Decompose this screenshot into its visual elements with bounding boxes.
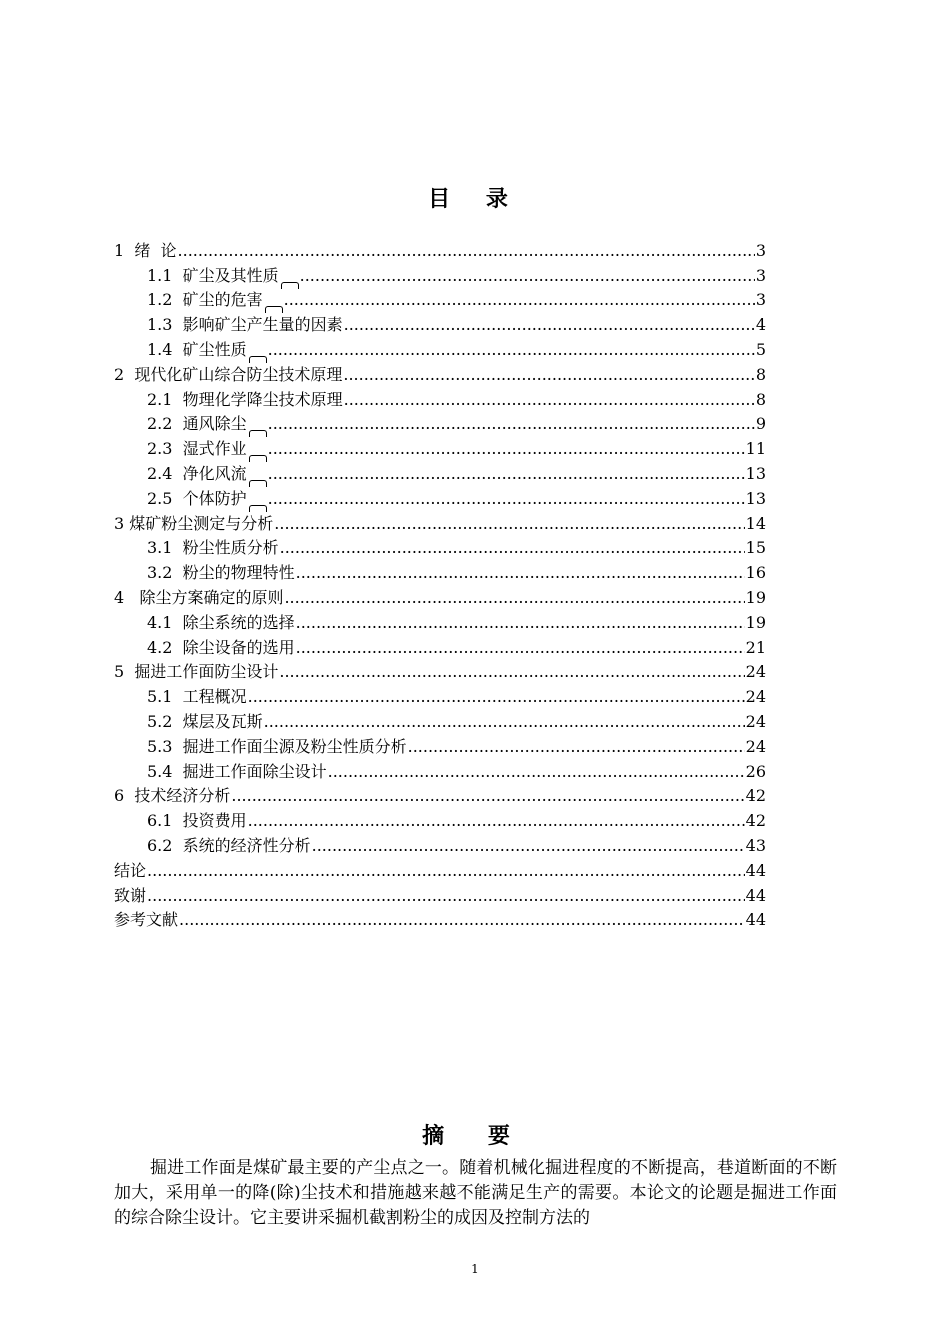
toc-entry-page: 24 bbox=[745, 662, 766, 682]
toc-entry-page: 13 bbox=[745, 463, 766, 483]
toc-entry-page: 21 bbox=[745, 637, 766, 657]
toc-entry[interactable] bbox=[114, 583, 766, 608]
toc-entry[interactable] bbox=[114, 286, 766, 311]
toc-entry-page: 42 bbox=[745, 811, 766, 831]
toc-leader-dots bbox=[284, 290, 755, 310]
toc-leader-dots bbox=[248, 687, 745, 707]
toc-entry-label: 1.2 矿尘的危害 bbox=[147, 290, 263, 310]
toc-entry-label: 2.1 物理化学降尘技术原理 bbox=[147, 389, 343, 409]
toc-leader-dots bbox=[296, 563, 745, 583]
toc-entry-page: 11 bbox=[745, 439, 766, 459]
page-number: 1 bbox=[471, 1262, 479, 1276]
toc-entry-page: 13 bbox=[745, 488, 766, 508]
toc-entry-page: 8 bbox=[755, 364, 766, 384]
toc-entry[interactable] bbox=[114, 310, 766, 335]
toc-entry-label: 2.5 个体防护 bbox=[147, 488, 247, 508]
toc-entry-page: 44 bbox=[745, 885, 766, 905]
bracket-mark-icon bbox=[249, 455, 267, 462]
toc-leader-dots bbox=[344, 390, 755, 410]
toc-leader-dots bbox=[268, 439, 745, 459]
toc-entry-label: 6.2 系统的经济性分析 bbox=[147, 835, 311, 855]
toc-entry-page: 9 bbox=[755, 414, 766, 434]
toc-entry-page: 14 bbox=[745, 513, 766, 533]
abstract-paragraph: 掘进工作面是煤矿最主要的产尘点之一。随着机械化掘进程度的不断提高，巷道断面的不断加大，采用单一的降(除)尘技术和措施越来越不能满足生产的需要。本论文的论题是掘进工作面的综合除尘设计。它主要讲采掘机截割粉尘的成因及控制方法的 bbox=[114, 1158, 837, 1228]
toc-entry-label: 参考文献 bbox=[114, 910, 179, 930]
toc-leader-dots bbox=[147, 886, 745, 906]
bracket-mark-icon bbox=[281, 282, 299, 289]
toc-entry-label: 结论 bbox=[114, 860, 147, 880]
toc-entry-label: 4.2 除尘设备的选用 bbox=[147, 637, 295, 657]
toc-entry[interactable] bbox=[114, 534, 766, 559]
toc-entry[interactable] bbox=[114, 385, 766, 410]
toc-entry-page: 19 bbox=[745, 587, 766, 607]
toc-entry-label: 2.2 通风除尘 bbox=[147, 414, 247, 434]
toc-entry[interactable] bbox=[114, 806, 766, 831]
toc-entry[interactable] bbox=[114, 757, 766, 782]
toc-entry[interactable] bbox=[114, 831, 766, 856]
toc-entry-page: 44 bbox=[745, 910, 766, 930]
toc-entry[interactable] bbox=[114, 732, 766, 757]
bracket-mark-icon bbox=[249, 505, 267, 512]
table-of-contents bbox=[114, 236, 766, 930]
toc-entry[interactable] bbox=[114, 236, 766, 261]
toc-entry-label: 1.4 矿尘性质 bbox=[147, 339, 247, 359]
toc-entry-label: 1 绪 论 bbox=[114, 240, 177, 260]
toc-entry-page: 16 bbox=[745, 563, 766, 583]
toc-entry-page: 43 bbox=[745, 835, 766, 855]
toc-leader-dots bbox=[296, 613, 745, 633]
toc-entry[interactable] bbox=[114, 682, 766, 707]
toc-entry[interactable] bbox=[114, 608, 766, 633]
toc-entry-page: 44 bbox=[745, 860, 766, 880]
toc-leader-dots bbox=[231, 786, 744, 806]
toc-entry-label: 2.3 湿式作业 bbox=[147, 439, 247, 459]
toc-entry[interactable] bbox=[114, 509, 766, 534]
toc-leader-dots bbox=[284, 588, 744, 608]
toc-entry[interactable] bbox=[114, 906, 766, 931]
toc-entry[interactable] bbox=[114, 881, 766, 906]
toc-entry-label: 5 掘进工作面防尘设计 bbox=[114, 662, 279, 682]
toc-leader-dots bbox=[268, 464, 745, 484]
toc-entry-label: 5.3 掘进工作面尘源及粉尘性质分析 bbox=[147, 736, 407, 756]
toc-leader-dots bbox=[344, 315, 755, 335]
toc-title: 目 录 bbox=[428, 186, 522, 212]
toc-entry[interactable] bbox=[114, 360, 766, 385]
toc-leader-dots bbox=[296, 638, 745, 658]
toc-entry-label: 2 现代化矿山综合防尘技术原理 bbox=[114, 364, 343, 384]
toc-entry-label: 4 除尘方案确定的原则 bbox=[114, 587, 284, 607]
bracket-mark-icon bbox=[249, 356, 267, 363]
bracket-mark-icon bbox=[265, 306, 283, 313]
toc-entry[interactable] bbox=[114, 633, 766, 658]
toc-entry-page: 5 bbox=[755, 339, 766, 359]
toc-leader-dots bbox=[268, 414, 755, 434]
toc-entry-page: 24 bbox=[745, 711, 766, 731]
bracket-mark-icon bbox=[249, 480, 267, 487]
toc-leader-dots bbox=[408, 737, 745, 757]
toc-entry[interactable] bbox=[114, 856, 766, 881]
bracket-mark-icon bbox=[249, 430, 267, 437]
toc-entry-page: 42 bbox=[745, 786, 766, 806]
toc-entry[interactable] bbox=[114, 707, 766, 732]
toc-leader-dots bbox=[268, 489, 745, 509]
toc-leader-dots bbox=[268, 340, 755, 360]
toc-entry-label: 1.1 矿尘及其性质 bbox=[147, 265, 279, 285]
toc-leader-dots bbox=[300, 266, 755, 286]
toc-entry-label: 6 技术经济分析 bbox=[114, 786, 231, 806]
toc-entry-page: 8 bbox=[755, 389, 766, 409]
toc-entry-label: 3.2 粉尘的物理特性 bbox=[147, 563, 295, 583]
toc-leader-dots bbox=[279, 662, 744, 682]
toc-entry-page: 26 bbox=[745, 761, 766, 781]
toc-leader-dots bbox=[147, 861, 745, 881]
toc-entry[interactable] bbox=[114, 782, 766, 807]
toc-leader-dots bbox=[274, 514, 744, 534]
toc-entry[interactable] bbox=[114, 658, 766, 683]
toc-entry-page: 3 bbox=[755, 290, 766, 310]
abstract-title: 摘 要 bbox=[422, 1123, 528, 1149]
toc-entry[interactable] bbox=[114, 459, 766, 484]
toc-leader-dots bbox=[328, 762, 745, 782]
toc-leader-dots bbox=[264, 712, 745, 732]
toc-entry-label: 4.1 除尘系统的选择 bbox=[147, 612, 295, 632]
toc-leader-dots bbox=[248, 811, 745, 831]
toc-leader-dots bbox=[178, 241, 755, 261]
toc-entry[interactable] bbox=[114, 410, 766, 435]
toc-entry-page: 15 bbox=[745, 538, 766, 558]
toc-entry[interactable] bbox=[114, 261, 766, 286]
toc-entry-label: 3.1 粉尘性质分析 bbox=[147, 538, 279, 558]
toc-entry[interactable] bbox=[114, 434, 766, 459]
toc-entry-page: 24 bbox=[745, 736, 766, 756]
toc-entry-page: 3 bbox=[755, 240, 766, 260]
toc-entry-label: 6.1 投资费用 bbox=[147, 811, 247, 831]
toc-entry-label: 致谢 bbox=[114, 885, 147, 905]
toc-leader-dots bbox=[312, 836, 745, 856]
toc-entry[interactable] bbox=[114, 558, 766, 583]
toc-entry-page: 3 bbox=[755, 265, 766, 285]
toc-entry-label: 5.4 掘进工作面除尘设计 bbox=[147, 761, 327, 781]
toc-entry-label: 5.2 煤层及瓦斯 bbox=[147, 711, 263, 731]
toc-entry-page: 24 bbox=[745, 687, 766, 707]
toc-entry-page: 19 bbox=[745, 612, 766, 632]
toc-entry[interactable] bbox=[114, 484, 766, 509]
toc-entry-page: 4 bbox=[755, 315, 766, 335]
toc-entry-label: 3 煤矿粉尘测定与分析 bbox=[114, 513, 274, 533]
toc-entry-label: 2.4 净化风流 bbox=[147, 463, 247, 483]
toc-entry-label: 5.1 工程概况 bbox=[147, 687, 247, 707]
toc-leader-dots bbox=[179, 910, 745, 930]
toc-leader-dots bbox=[280, 538, 745, 558]
toc-entry[interactable] bbox=[114, 335, 766, 360]
toc-entry-label: 1.3 影响矿尘产生量的因素 bbox=[147, 315, 343, 335]
toc-leader-dots bbox=[343, 365, 754, 385]
